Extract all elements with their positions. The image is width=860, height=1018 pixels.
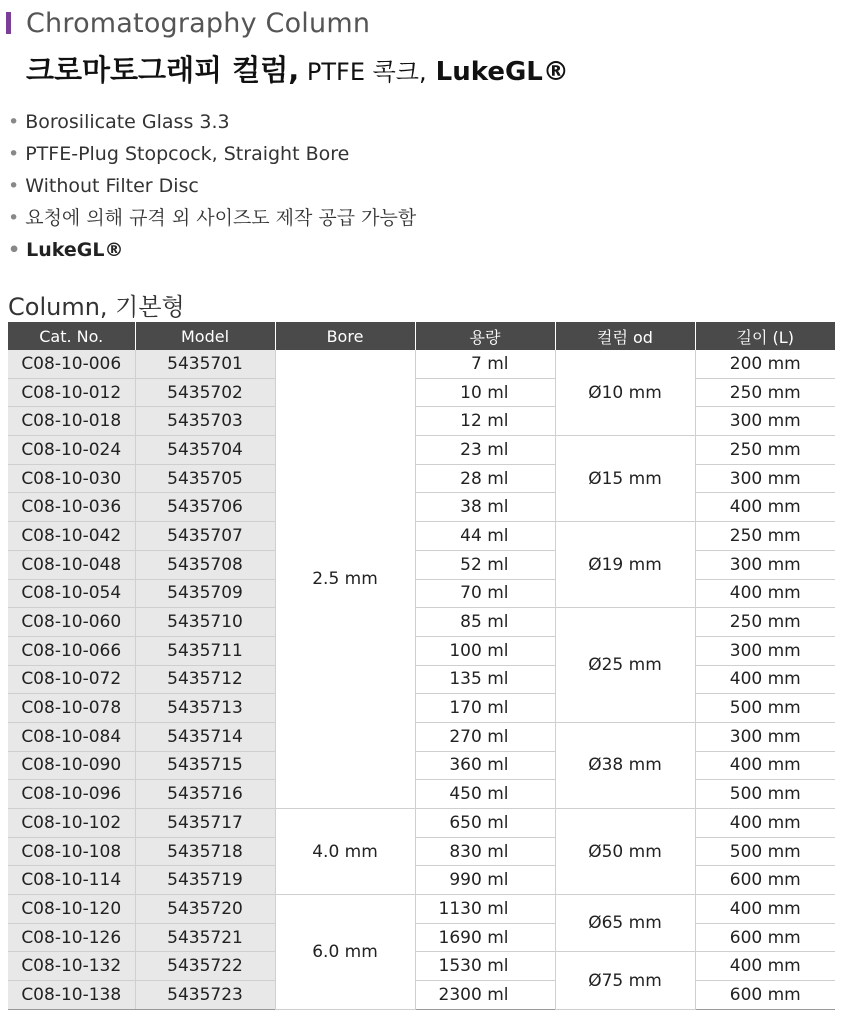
- length-cell: 400 mm: [695, 895, 835, 924]
- length-cell: 400 mm: [695, 809, 835, 838]
- length-cell: 400 mm: [695, 493, 835, 522]
- accent-bar: [6, 12, 11, 34]
- cat-no-cell: C08-10-090: [8, 751, 135, 780]
- table-row: [8, 694, 835, 723]
- volume-cell: 1130 ml: [415, 895, 555, 924]
- cat-no-cell: C08-10-036: [8, 493, 135, 522]
- table-row: [8, 636, 835, 665]
- od-cell: Ø25 mm: [555, 608, 695, 723]
- model-cell: 5435715: [135, 751, 275, 780]
- cat-no-cell: C08-10-048: [8, 550, 135, 579]
- page-title-ko: [26, 48, 569, 89]
- feature-text: Borosilicate Glass 3.3: [25, 111, 230, 133]
- cat-no-cell: C08-10-018: [8, 407, 135, 436]
- model-cell: 5435716: [135, 780, 275, 809]
- model-cell: 5435718: [135, 837, 275, 866]
- table-row: [8, 493, 835, 522]
- cat-no-cell: C08-10-084: [8, 722, 135, 751]
- model-cell: 5435719: [135, 866, 275, 895]
- length-cell: 300 mm: [695, 636, 835, 665]
- od-cell: Ø50 mm: [555, 809, 695, 895]
- cat-no-cell: C08-10-138: [8, 981, 135, 1010]
- length-cell: 500 mm: [695, 694, 835, 723]
- bullet-icon: •: [8, 111, 20, 133]
- table-row: [8, 751, 835, 780]
- volume-cell: 270 ml: [415, 722, 555, 751]
- model-cell: 5435721: [135, 923, 275, 952]
- model-cell: 5435702: [135, 378, 275, 407]
- model-cell: 5435710: [135, 608, 275, 637]
- bore-cell: 2.5 mm: [275, 350, 415, 809]
- volume-cell: 360 ml: [415, 751, 555, 780]
- table-row: [8, 579, 835, 608]
- model-cell: 5435723: [135, 981, 275, 1010]
- spec-table: [8, 322, 835, 1010]
- cat-no-cell: C08-10-024: [8, 436, 135, 465]
- cat-no-cell: C08-10-114: [8, 866, 135, 895]
- table-row: [8, 866, 835, 895]
- od-cell: Ø10 mm: [555, 350, 695, 436]
- model-cell: 5435709: [135, 579, 275, 608]
- section-title: Column, 기본형: [8, 293, 185, 321]
- table-row: [8, 952, 835, 981]
- length-cell: 200 mm: [695, 350, 835, 378]
- od-cell: Ø19 mm: [555, 522, 695, 608]
- table-row: [8, 407, 835, 436]
- length-cell: 300 mm: [695, 722, 835, 751]
- volume-cell: 44 ml: [415, 522, 555, 551]
- feature-text: Without Filter Disc: [25, 175, 199, 197]
- col-header-model: Model: [135, 322, 275, 350]
- bullet-icon: •: [8, 143, 20, 165]
- table-row: [8, 895, 835, 924]
- model-cell: 5435708: [135, 550, 275, 579]
- cat-no-cell: C08-10-108: [8, 837, 135, 866]
- cat-no-cell: C08-10-006: [8, 350, 135, 378]
- feature-item: [8, 106, 416, 138]
- length-cell: 250 mm: [695, 378, 835, 407]
- model-cell: 5435722: [135, 952, 275, 981]
- volume-cell: 85 ml: [415, 608, 555, 637]
- model-cell: 5435704: [135, 436, 275, 465]
- length-cell: 400 mm: [695, 579, 835, 608]
- length-cell: 600 mm: [695, 923, 835, 952]
- od-cell: Ø38 mm: [555, 722, 695, 808]
- volume-cell: 70 ml: [415, 579, 555, 608]
- col-header-length: 길이 (L): [695, 322, 835, 350]
- table-row: [8, 665, 835, 694]
- table-row: [8, 522, 835, 551]
- length-cell: 500 mm: [695, 837, 835, 866]
- volume-cell: 100 ml: [415, 636, 555, 665]
- table-header-row: [8, 322, 835, 350]
- model-cell: 5435711: [135, 636, 275, 665]
- volume-cell: 10 ml: [415, 378, 555, 407]
- table-row: [8, 350, 835, 378]
- model-cell: 5435713: [135, 694, 275, 723]
- cat-no-cell: C08-10-096: [8, 780, 135, 809]
- cat-no-cell: C08-10-132: [8, 952, 135, 981]
- feature-text: 요청에 의해 규격 외 사이즈도 제작 공급 가능함: [25, 207, 417, 229]
- col-header-volume: 용량: [415, 322, 555, 350]
- volume-cell: 830 ml: [415, 837, 555, 866]
- table-row: [8, 436, 835, 465]
- cat-no-cell: C08-10-054: [8, 579, 135, 608]
- model-cell: 5435707: [135, 522, 275, 551]
- model-cell: 5435712: [135, 665, 275, 694]
- table-row: [8, 837, 835, 866]
- model-cell: 5435714: [135, 722, 275, 751]
- od-cell: Ø75 mm: [555, 952, 695, 1009]
- bore-cell: 4.0 mm: [275, 809, 415, 895]
- col-header-od: 컬럼 od: [555, 322, 695, 350]
- volume-cell: 450 ml: [415, 780, 555, 809]
- model-cell: 5435705: [135, 464, 275, 493]
- cat-no-cell: C08-10-012: [8, 378, 135, 407]
- col-header-cat: Cat. No.: [8, 322, 135, 350]
- model-cell: 5435717: [135, 809, 275, 838]
- bullet-icon: •: [8, 207, 20, 229]
- table-row: [8, 378, 835, 407]
- length-cell: 300 mm: [695, 407, 835, 436]
- model-cell: 5435701: [135, 350, 275, 378]
- table-row: [8, 780, 835, 809]
- volume-cell: 135 ml: [415, 665, 555, 694]
- feature-item: [8, 202, 416, 234]
- table-row: [8, 464, 835, 493]
- volume-cell: 7 ml: [415, 350, 555, 378]
- model-cell: 5435706: [135, 493, 275, 522]
- volume-cell: 1690 ml: [415, 923, 555, 952]
- length-cell: 250 mm: [695, 522, 835, 551]
- feature-item: [8, 138, 416, 170]
- length-cell: 300 mm: [695, 464, 835, 493]
- volume-cell: 170 ml: [415, 694, 555, 723]
- length-cell: 500 mm: [695, 780, 835, 809]
- od-cell: Ø65 mm: [555, 895, 695, 952]
- bore-cell: 6.0 mm: [275, 895, 415, 1010]
- table-row: [8, 722, 835, 751]
- model-cell: 5435703: [135, 407, 275, 436]
- table-row: [8, 923, 835, 952]
- table-row: [8, 608, 835, 637]
- length-cell: 250 mm: [695, 608, 835, 637]
- feature-text: PTFE-Plug Stopcock, Straight Bore: [25, 143, 350, 165]
- bullet-icon: •: [8, 175, 20, 197]
- cat-no-cell: C08-10-060: [8, 608, 135, 637]
- cat-no-cell: C08-10-078: [8, 694, 135, 723]
- cat-no-cell: C08-10-102: [8, 809, 135, 838]
- table-row: [8, 809, 835, 838]
- cat-no-cell: C08-10-126: [8, 923, 135, 952]
- length-cell: 600 mm: [695, 866, 835, 895]
- feature-text: LukeGL®: [26, 239, 124, 261]
- title-ko-sub: PTFE 콕크,: [299, 58, 427, 86]
- volume-cell: 650 ml: [415, 809, 555, 838]
- volume-cell: 2300 ml: [415, 981, 555, 1010]
- cat-no-cell: C08-10-072: [8, 665, 135, 694]
- cat-no-cell: C08-10-030: [8, 464, 135, 493]
- bullet-icon: •: [8, 239, 21, 261]
- length-cell: 600 mm: [695, 981, 835, 1010]
- length-cell: 300 mm: [695, 550, 835, 579]
- title-ko-main: 크로마토그래피 컬럼,: [26, 53, 300, 87]
- volume-cell: 12 ml: [415, 407, 555, 436]
- cat-no-cell: C08-10-042: [8, 522, 135, 551]
- feature-item: [8, 170, 416, 202]
- page-title-en: Chromatography Column: [26, 8, 371, 39]
- col-header-bore: Bore: [275, 322, 415, 350]
- volume-cell: 38 ml: [415, 493, 555, 522]
- length-cell: 400 mm: [695, 665, 835, 694]
- volume-cell: 52 ml: [415, 550, 555, 579]
- cat-no-cell: C08-10-120: [8, 895, 135, 924]
- volume-cell: 1530 ml: [415, 952, 555, 981]
- table-body: [8, 350, 835, 1009]
- title-brand: LukeGL®: [426, 57, 569, 87]
- volume-cell: 23 ml: [415, 436, 555, 465]
- table-row: [8, 981, 835, 1010]
- feature-item: [8, 234, 416, 266]
- volume-cell: 28 ml: [415, 464, 555, 493]
- length-cell: 400 mm: [695, 952, 835, 981]
- od-cell: Ø15 mm: [555, 436, 695, 522]
- volume-cell: 990 ml: [415, 866, 555, 895]
- length-cell: 400 mm: [695, 751, 835, 780]
- model-cell: 5435720: [135, 895, 275, 924]
- feature-list: [8, 106, 416, 266]
- cat-no-cell: C08-10-066: [8, 636, 135, 665]
- table-row: [8, 550, 835, 579]
- length-cell: 250 mm: [695, 436, 835, 465]
